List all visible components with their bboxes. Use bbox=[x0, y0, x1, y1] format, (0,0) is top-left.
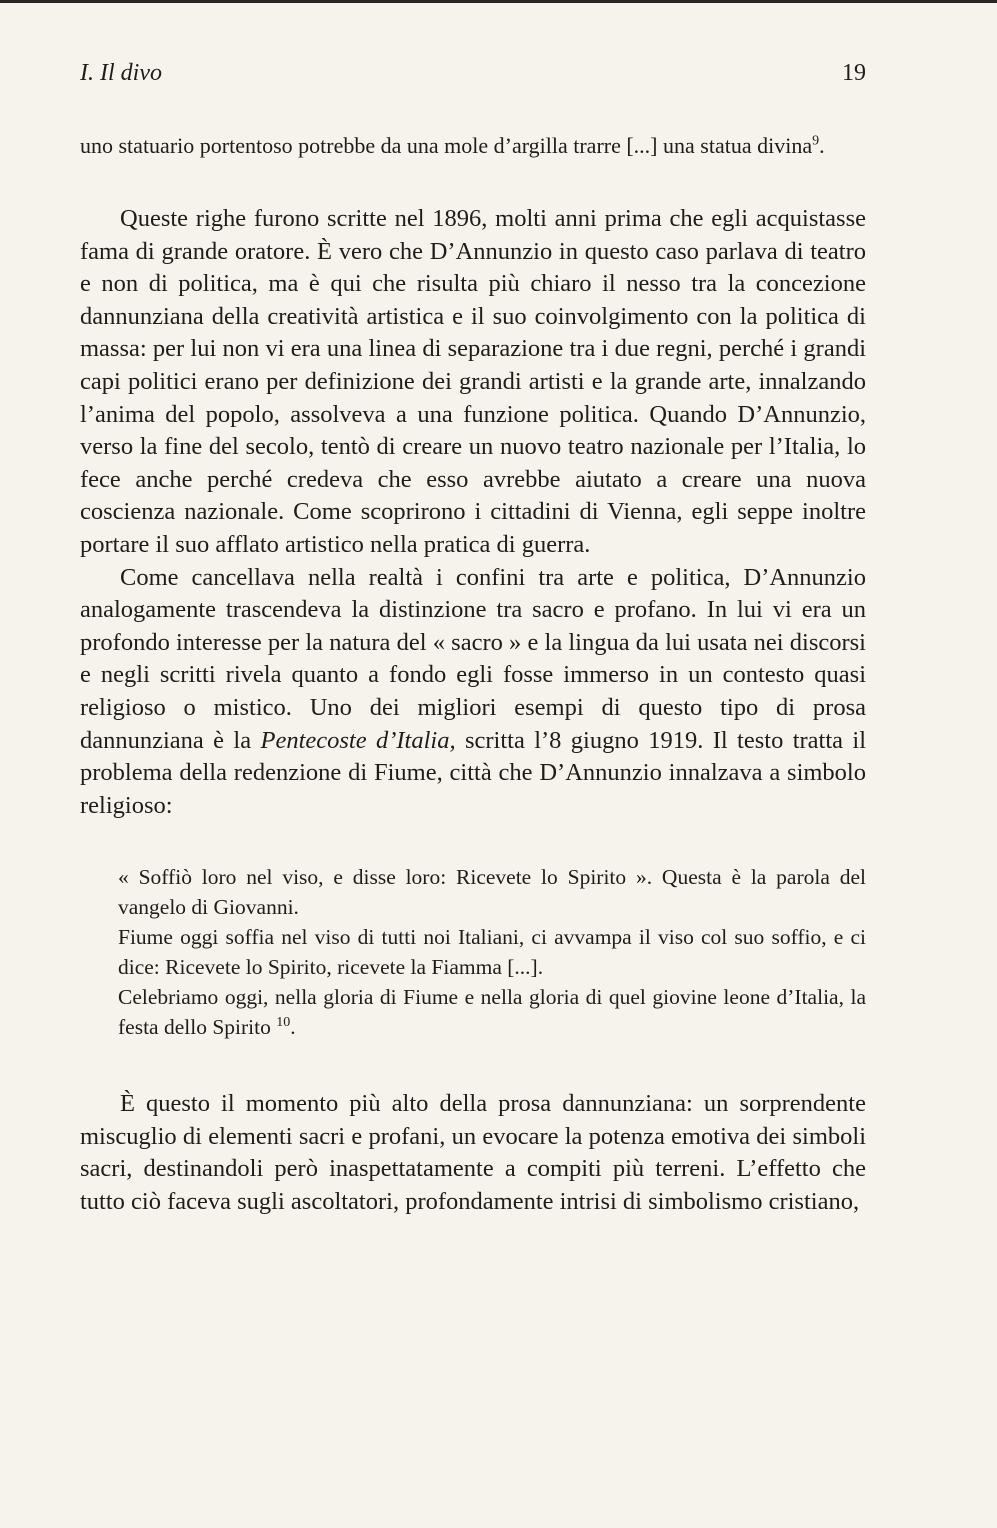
page-number: 19 bbox=[842, 60, 866, 86]
closing-text bbox=[80, 1088, 866, 1218]
paragraph-2-text-a: Come cancellava nella realtà i confini tra arte e politica, D’Annunzio analogamente trascendeva la distinzione tra sacro e profano. In lui vi era un profondo interesse per la natura del « sacro » e la lingua da lui usata nei discorsi e negli scritti rivela quanto a fondo egli fosse immerso in un contesto quasi religioso o mistico. Uno dei migliori esempi di questo tipo di prosa dannunziana è la bbox=[80, 563, 866, 754]
body-text bbox=[80, 203, 866, 822]
opening-quote-text: uno statuario portentoso potrebbe da una mole d’argilla trarre [...] una statua divina bbox=[80, 133, 813, 158]
paragraph-2-text-b: scritta l’8 giugno 1919. Il testo tratta il problema della redenzione di Fiume, città che D’Annunzio innalzava a simbolo religioso: bbox=[80, 726, 867, 819]
running-head bbox=[80, 56, 866, 96]
paragraph-3: È questo il momento più alto della prosa dannunziana: un sorprendente miscuglio di elementi sacri e profani, un evocare la potenza emotiva dei simboli sacri, destinandoli però inaspettatamente a compiti più terreni. L’effetto che tutto ciò faceva sugli ascoltatori, profondamente intrisi di simbolismo cristiano, bbox=[80, 1090, 866, 1216]
work-title: Pentecoste d’Italia, bbox=[260, 726, 456, 754]
opening-quote-end: . bbox=[819, 133, 825, 158]
block-quote-line-3-text: Celebriamo oggi, nella gloria di Fiume e nella gloria di quel giovine leone d’Italia, la festa dello Spirito bbox=[118, 985, 866, 1040]
block-quote bbox=[118, 862, 866, 1042]
chapter-title: I. Il divo bbox=[80, 60, 162, 86]
top-rule bbox=[0, 0, 997, 3]
opening-quote bbox=[80, 130, 866, 161]
block-quote-line-1: « Soffiò loro nel viso, e disse loro: Ricevete lo Spirito ». Questa è la parola del vangelo di Giovanni. bbox=[118, 865, 866, 920]
paragraph-1: Queste righe furono scritte nel 1896, molti anni prima che egli acquistasse fama di grande oratore. È vero che D’Annunzio in questo caso parlava di teatro e non di politica, ma è qui che risulta più chiaro il nesso tra la concezione dannunziana della creatività artistica e il suo coinvolgimento con la politica di massa: per lui non vi era una linea di separazione tra i due regni, perché i grandi capi politici erano per definizione dei grandi artisti e la grande arte, innalzando l’anima del popolo, assolveva a una funzione politica. Quando D’Annunzio, verso la fine del secolo, tentò di creare un nuovo teatro nazionale per l’Italia, lo fece anche perché credeva che esso avrebbe aiutato a creare una nuova coscienza nazionale. Come scoprirono i cittadini di Vienna, egli seppe inoltre portare il suo afflato artistico nella pratica di guerra. bbox=[80, 205, 866, 558]
block-quote-line-3 bbox=[118, 982, 866, 1042]
paragraph-2 bbox=[80, 562, 866, 823]
book-page bbox=[80, 56, 866, 1219]
block-quote-line-3-end: . bbox=[290, 1015, 296, 1040]
block-quote-line-2: Fiume oggi soffia nel viso di tutti noi Italiani, ci avvampa il viso col suo soffio, e ci dice: Ricevete lo Spirito, ricevete la Fiamma [...]. bbox=[118, 925, 866, 980]
footnote-marker: 9 bbox=[812, 133, 820, 149]
footnote-marker-10: 10 bbox=[276, 1015, 291, 1031]
